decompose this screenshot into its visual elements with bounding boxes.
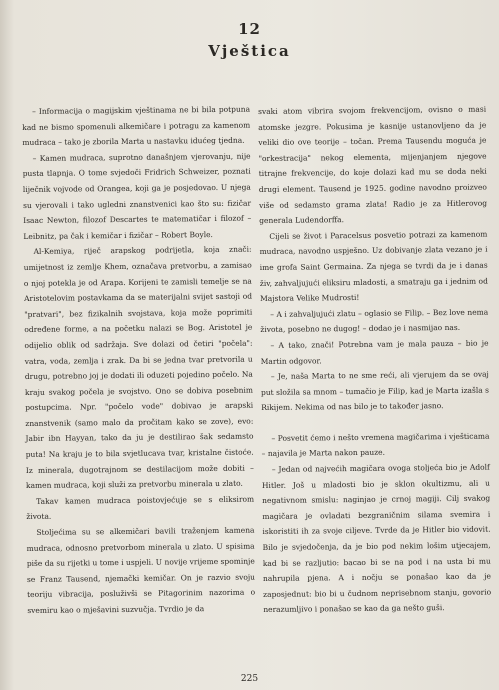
paragraph: – Je, naša Marta to ne sme reći, ali vjerujem da se ovaj put složila sa mnom – tumačio je Filip, kad je Marta izašla s Rikijem. Nekima od nas bilo je to također jasno. <box>260 369 490 413</box>
paragraph: – Informacija o magijskim vještinama ne bi bila potpuna kad ne bismo spomenuli alkemičare i potragu za kamenom mudraca – tako je zborila Marta u nastavku idućeg tjedna. <box>22 104 251 148</box>
paragraph: svaki atom vibrira svojom frekvencijom, ovisno o masi atomske jezgre. Pokusima je kasnije ustanovljeno da je veliki dio ove teorije – točan. Prema Tausendu moguća je "orkestracija" nekog elementa, mijenjanjem njegove titrajne frekvencije, do koje dolazi kad mu se doda neki drugi element. Tausend je 1925. godine navodno proizveo više od sedamsto grama zlata! Radio je za Hitlerovog generala Ludendorffa. <box>258 104 488 226</box>
paragraph: – Jedan od najvećih magičara ovoga stoljeća bio je Adolf Hitler. Još u mladosti bio je sklon okultizmu, ali u negativnom smislu: naginjao je crnoj magiji. Cilj svakog magičara je ovladati bezgraničnim silama svemira i iskoristiti ih za svoje ciljeve. Tvrde da je Hitler bio vidovit. Bilo je svjedočenja, da je bio pod nekim lošim utjecajem, kad bi se razljutio: bacao bi se na pod i na usta bi mu nahrupila pjena. A i nočju se ponašao kao da je zaposjednut: bio bi u čudnom neprisebnom stanju, govorio nerazumljivo i ponašao se kao da ga nešto guši. <box>261 462 492 615</box>
right-text-column <box>258 102 491 618</box>
paragraph: – A tako, znači! Potrebna vam je mala pauza – bio je Martin odgovor. <box>260 338 489 366</box>
chapter-number: 12 <box>238 20 261 38</box>
chapter-title: Vještica <box>208 42 291 60</box>
paragraph: Al-Kemiya, riječ arapskog podrijetla, koja znači: umijetnost iz zemlje Khem, označava pretvorbu, a zamisao o njoj potekla je od Arapa. Korijeni te zamisli temelje se na Aristotelovim postavkama da se materijalni svijet sastoji od "pratvari", bez fizikalnih svojstava, koja može poprimiti određene forme, a na početku nalazi se Bog. Aristotel je odijelio oblik od sadržaja. Sve dolazi od četiri "počela": vatra, voda, zemlja i zrak. Da bi se jedna tvar pretvorila u drugu, potrebno joj je dodati ili oduzeti pojedino počelo. Na kraju svakog počela je svojstvo. Ono se dobiva posebnim postupcima. Npr. "počelo vode" dobivao je arapski znanstvenik (samo malo da pročitam kako se zove), evo: Jabir ibn Hayyan, tako da ju je destilirao šak sedamsto puta! Na kraju je to bila svjetlucava tvar, kristalne čistoće. Iz minerala, dugotrajnom se destilacijom može dobiti – kamen mudraca, koji služi za pretvorbu minerala u zlato. <box>23 244 254 491</box>
paragraph: – Kamen mudraca, suprotno današnjem vjerovanju, nije pusta tlapnja. O tome svjedoči Fridrich Schweizer, poznati liječnik vojvode od Orangea, koji ga je posjedovao. U njega su vjerovali i tako ugledni znanstvenici kao što su: fizičar Isaac Newton, filozof Descartes te matematičar i filozof – Leibnitz, pa čak i kemičar i fizičar – Robert Boyle. <box>22 151 252 241</box>
page-number: 225 <box>240 674 259 684</box>
left-text-column <box>22 102 255 619</box>
paragraph: Takav kamen mudraca poistovjećuje se s eliksirom života. <box>26 494 255 522</box>
paragraph: – A i zahvaljujući zlatu – oglasio se Filip. – Bez love nema života, posebno ne dugog! – dodao je i nasmijao nas. <box>260 307 489 335</box>
paragraph: – Posvetit ćemo i nešto vremena magičarima i vješticama – najavila je Marta nakon pauze. <box>261 431 490 459</box>
paragraph: Stoljećima su se alkemičari bavili traženjem kamena mudraca, odnosno pretvorbom minerala u zlato. U spisima piše da su rijetki u tome i uspjeli. U novije vrijeme spominje se Franz Tausend, njemački kemičar. On je razvio svoju teoriju vibracija, posluživši se Pitagorinim nazorima o svemiru kao o mješavini suzvučja. Tvrdio je da <box>26 525 256 615</box>
paragraph: Cijeli se život i Paracelsus posvetio potrazi za kamenom mudraca, navodno uspješno. Uz dobivanje zlata vezano je i ime grofa Saint Germaina. Za njega se tvrdi da je i danas živ, zahvaljujući eliksiru mladosti, a smatraju ga i jednim od Majstora Velike Mudrosti! <box>259 229 488 304</box>
